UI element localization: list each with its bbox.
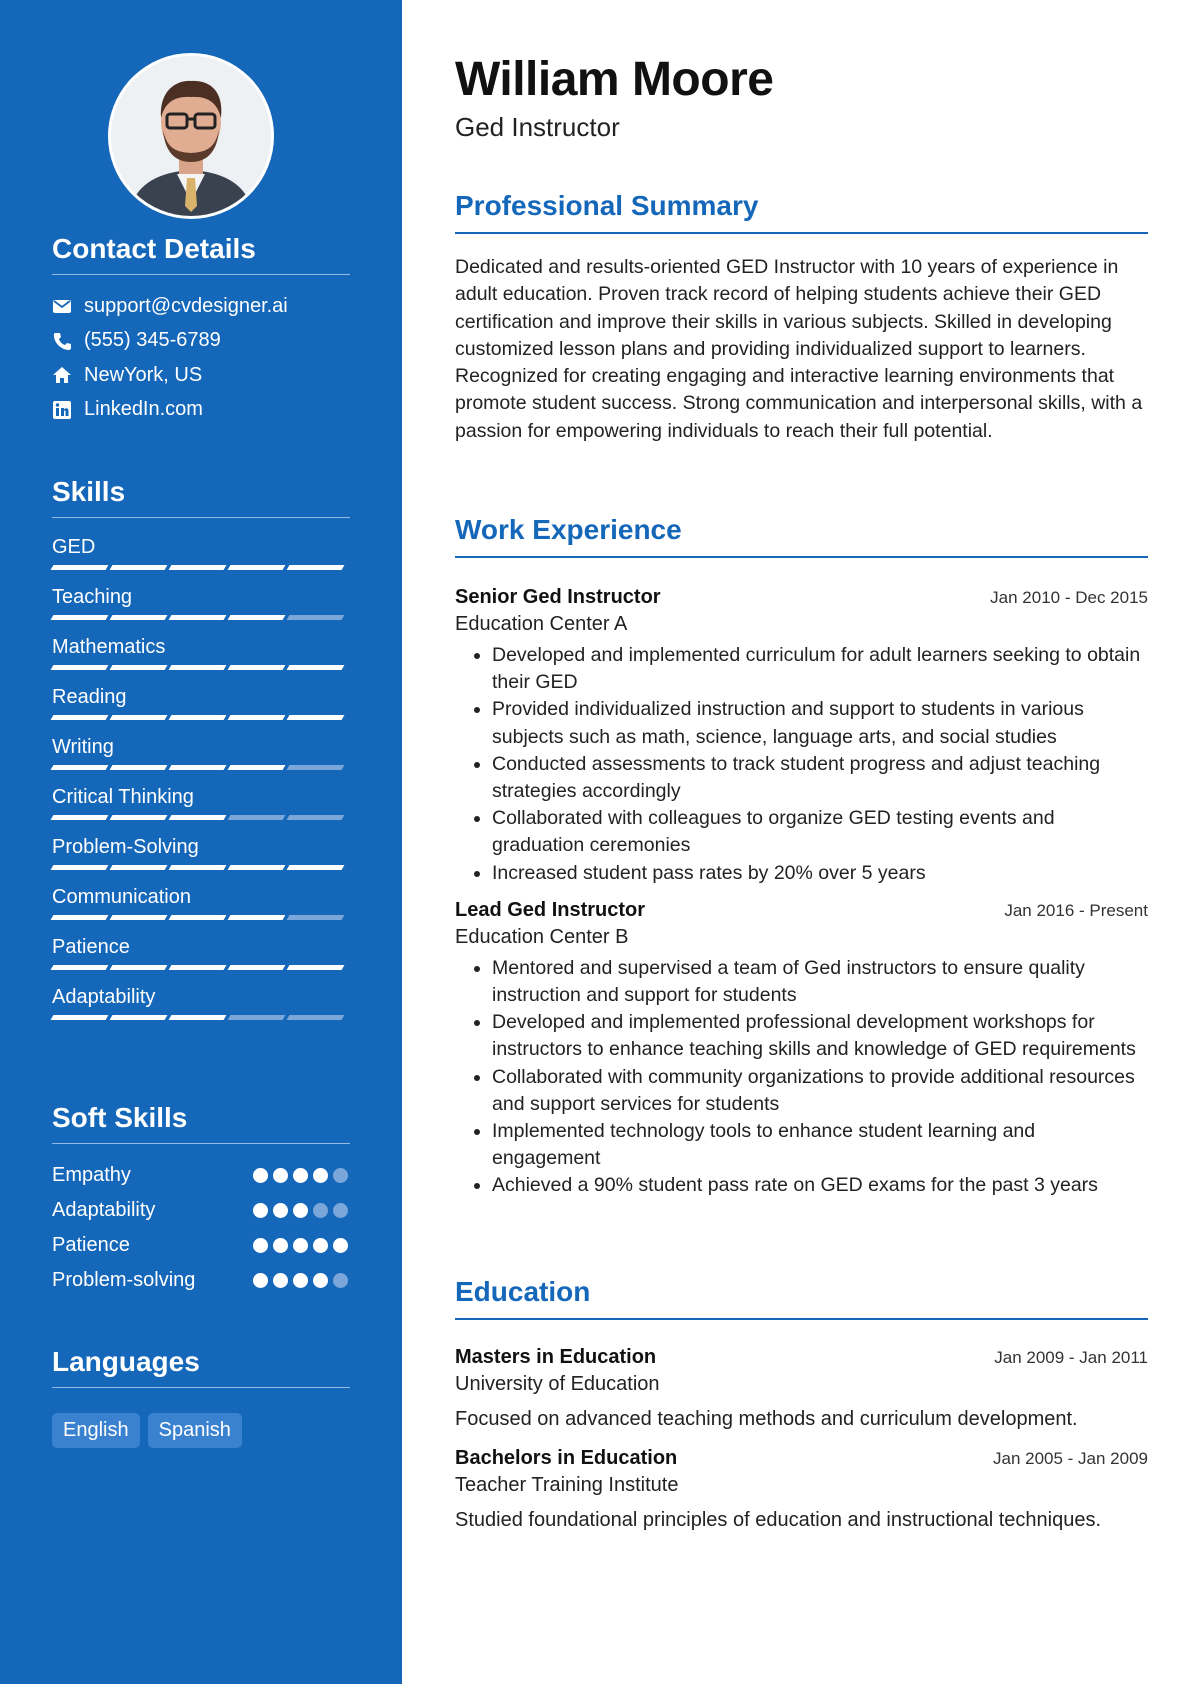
rating-dot-filled (313, 1273, 328, 1288)
education-date: Jan 2005 - Jan 2009 (992, 1449, 1148, 1468)
languages-list (52, 1413, 350, 1448)
skill-level-segment-filled (169, 765, 227, 770)
skill-level-bar (52, 965, 343, 970)
skills-section (52, 476, 350, 1032)
rating-dot-filled (333, 1238, 348, 1253)
candidate-role: Ged Instructor (455, 112, 620, 142)
job-bullet: • Collaborated with community organizations to provide additional resources and support services for students (492, 1064, 1148, 1118)
contact-list (52, 289, 350, 427)
rating-dot-filled (253, 1168, 268, 1183)
skills-title: Skills (52, 476, 350, 518)
skill-level-bar (52, 615, 343, 620)
rating-dot-filled (293, 1203, 308, 1218)
skill-level-segment-empty (287, 1015, 345, 1020)
contact-title: Contact Details (52, 233, 350, 275)
skill-level-segment-filled (287, 565, 345, 570)
rating-dot-empty (333, 1273, 348, 1288)
job-date: Jan 2010 - Dec 2015 (990, 588, 1148, 607)
skill-level-segment-filled (51, 615, 109, 620)
job-entry (455, 586, 1148, 887)
skill-level-segment-filled (169, 565, 227, 570)
contact-email-text: support@cvdesigner.ai (84, 294, 288, 317)
skill-level-segment-filled (110, 715, 168, 720)
rating-dot-filled (253, 1203, 268, 1218)
experience-title: Work Experience (455, 514, 1148, 558)
job-bullets (455, 642, 1148, 887)
rating-dot-filled (313, 1238, 328, 1253)
skill-level-segment-filled (51, 815, 109, 820)
job-bullet: • Developed and implemented curriculum for adult learners seeking to obtain their GED (492, 642, 1148, 696)
skill-level-segment-filled (228, 965, 286, 970)
skill-item (52, 932, 350, 982)
skill-level-segment-empty (287, 615, 345, 620)
skill-item (52, 882, 350, 932)
soft-skill-rating (253, 1203, 348, 1218)
skill-level-segment-filled (110, 765, 168, 770)
skill-level-segment-filled (51, 715, 109, 720)
skill-level-segment-filled (110, 815, 168, 820)
language-tag: English (52, 1413, 140, 1448)
job-bullet: • Mentored and supervised a team of Ged instructors to ensure quality instruction and support for students (492, 955, 1148, 1009)
languages-section (52, 1346, 350, 1448)
skill-level-segment-filled (169, 815, 227, 820)
contact-section (52, 233, 350, 427)
rating-dot-filled (253, 1273, 268, 1288)
degree-title: Masters in Education (455, 1346, 657, 1368)
skill-level-segment-filled (228, 865, 286, 870)
skill-item (52, 782, 350, 832)
rating-dot-filled (253, 1238, 268, 1253)
rating-dot-empty (333, 1168, 348, 1183)
job-bullets (455, 955, 1148, 1200)
skill-level-segment-filled (228, 565, 286, 570)
job-bullet: • Collaborated with colleagues to organize GED testing events and graduation ceremonies (492, 805, 1148, 859)
skill-level-segment-empty (287, 915, 345, 920)
job-organization: Education Center A (455, 613, 628, 635)
rating-dot-filled (293, 1273, 308, 1288)
skill-level-segment-empty (228, 815, 286, 820)
skill-level-segment-filled (51, 865, 109, 870)
experience-section (455, 514, 1148, 1200)
phone-icon (52, 331, 72, 351)
contact-location (52, 358, 350, 393)
rating-dot-empty (333, 1203, 348, 1218)
skill-name: Mathematics (52, 636, 166, 658)
job-bullet: • Increased student pass rates by 20% over 5 years (492, 860, 1148, 887)
skill-level-segment-filled (228, 615, 286, 620)
skill-level-segment-filled (287, 665, 345, 670)
skill-name: Teaching (52, 586, 133, 608)
summary-text: Dedicated and results-oriented GED Instructor with 10 years of experience in adult education. Proven track record of helping students achieve their GED certification and improve their skills in various subjects. Skilled in developing customized lesson plans and providing individualized support to learners. Recognized for creating engaging and interactive learning environments that promote student success. Strong communication and interpersonal skills, with a passion for empowering individuals to reach their full potential. (455, 256, 1143, 442)
job-entry (455, 899, 1148, 1200)
skill-level-bar (52, 865, 343, 870)
soft-skills-list (52, 1158, 350, 1298)
skill-level-segment-empty (228, 1015, 286, 1020)
contact-linkedin[interactable] (52, 393, 350, 428)
summary-section (455, 190, 1148, 445)
skill-level-segment-empty (287, 765, 345, 770)
education-entry (455, 1346, 1148, 1431)
skill-name: Writing (52, 736, 114, 758)
skill-level-segment-filled (228, 765, 286, 770)
skills-list (52, 532, 350, 1032)
rating-dot-filled (293, 1168, 308, 1183)
skill-level-segment-filled (110, 965, 168, 970)
skill-level-segment-filled (287, 865, 345, 870)
skill-level-segment-filled (51, 765, 109, 770)
rating-dot-filled (273, 1168, 288, 1183)
soft-skill-rating (253, 1168, 348, 1183)
education-date: Jan 2009 - Jan 2011 (994, 1348, 1148, 1367)
person-photo-icon (111, 56, 271, 216)
skill-level-segment-filled (51, 1015, 109, 1020)
skill-name: Problem-Solving (52, 836, 199, 858)
rating-dot-empty (313, 1203, 328, 1218)
sidebar (0, 0, 402, 1684)
soft-skill-item (52, 1228, 350, 1263)
skill-level-segment-filled (110, 865, 168, 870)
skill-item (52, 982, 350, 1032)
language-tag: Spanish (148, 1413, 242, 1448)
education-description: Studied foundational principles of education and instructional techniques. (455, 1509, 1101, 1531)
skill-level-segment-filled (110, 615, 168, 620)
job-bullet: • Provided individualized instruction and support to students in various subjects such as math, science, language arts, and social studies (492, 696, 1148, 750)
soft-skill-name: Problem-solving (52, 1269, 196, 1291)
skill-level-bar (52, 665, 343, 670)
skill-name: Adaptability (52, 986, 156, 1008)
skill-level-segment-filled (228, 715, 286, 720)
school-name: University of Education (455, 1373, 660, 1395)
skill-level-segment-filled (169, 615, 227, 620)
skill-level-segment-filled (287, 965, 345, 970)
soft-skill-name: Empathy (52, 1164, 131, 1186)
skill-level-segment-filled (287, 715, 345, 720)
soft-skill-name: Adaptability (52, 1199, 156, 1221)
skill-level-segment-filled (228, 665, 286, 670)
rating-dot-filled (273, 1238, 288, 1253)
skill-level-segment-filled (110, 915, 168, 920)
linkedin-icon (52, 400, 72, 420)
job-bullet: • Developed and implemented professional development workshops for instructors to enhance teaching skills and knowledge of GED requirements (492, 1009, 1148, 1063)
skill-level-segment-filled (110, 1015, 168, 1020)
summary-title: Professional Summary (455, 190, 1148, 234)
home-icon (52, 365, 72, 385)
school-name: Teacher Training Institute (455, 1474, 679, 1496)
languages-title: Languages (52, 1346, 350, 1388)
education-description: Focused on advanced teaching methods and curriculum development. (455, 1408, 1078, 1430)
envelope-icon (52, 296, 72, 316)
rating-dot-filled (273, 1273, 288, 1288)
rating-dot-filled (293, 1238, 308, 1253)
skill-level-bar (52, 815, 343, 820)
education-title: Education (455, 1276, 1148, 1320)
job-title: Senior Ged Instructor (455, 586, 661, 608)
education-entry (455, 1447, 1148, 1532)
skill-name: Communication (52, 886, 191, 908)
skill-level-bar (52, 565, 343, 570)
rating-dot-filled (313, 1168, 328, 1183)
skill-level-segment-filled (51, 915, 109, 920)
skill-level-segment-filled (169, 915, 227, 920)
contact-email[interactable] (52, 289, 350, 324)
soft-skill-item (52, 1263, 350, 1298)
skill-name: Reading (52, 686, 127, 708)
skill-level-bar (52, 1015, 343, 1020)
skill-level-segment-filled (169, 715, 227, 720)
skill-item (52, 582, 350, 632)
soft-skill-item (52, 1193, 350, 1228)
skill-level-bar (52, 715, 343, 720)
soft-skill-rating (253, 1273, 348, 1288)
skill-level-segment-filled (169, 665, 227, 670)
skill-level-segment-filled (110, 565, 168, 570)
soft-skills-title: Soft Skills (52, 1102, 350, 1144)
profile-photo (108, 53, 274, 219)
skill-level-segment-filled (51, 665, 109, 670)
skill-level-segment-filled (51, 565, 109, 570)
skill-level-segment-filled (51, 965, 109, 970)
candidate-name: William Moore (455, 53, 774, 106)
skill-level-bar (52, 765, 343, 770)
skill-name: Patience (52, 936, 130, 958)
contact-linkedin-text: LinkedIn.com (84, 398, 203, 421)
education-section (455, 1276, 1148, 1532)
soft-skill-item (52, 1158, 350, 1193)
skill-item (52, 532, 350, 582)
skill-name: Critical Thinking (52, 786, 194, 808)
skill-level-segment-filled (169, 965, 227, 970)
skill-level-segment-filled (169, 865, 227, 870)
skill-item (52, 732, 350, 782)
skill-level-segment-filled (228, 915, 286, 920)
rating-dot-filled (273, 1203, 288, 1218)
contact-phone-text: (555) 345-6789 (84, 329, 221, 352)
skill-level-segment-filled (110, 665, 168, 670)
skill-level-bar (52, 915, 343, 920)
degree-title: Bachelors in Education (455, 1447, 678, 1469)
skill-item (52, 632, 350, 682)
job-date: Jan 2016 - Present (1004, 900, 1148, 920)
job-organization: Education Center B (455, 925, 629, 948)
skill-level-segment-empty (287, 815, 345, 820)
contact-phone[interactable] (52, 324, 350, 359)
skill-name: GED (52, 536, 96, 558)
soft-skill-rating (253, 1238, 348, 1253)
skill-item (52, 682, 350, 732)
job-bullet: • Implemented technology tools to enhance student learning and engagement (492, 1118, 1148, 1172)
skill-item (52, 832, 350, 882)
contact-location-text: NewYork, US (84, 363, 203, 386)
job-bullet: • Achieved a 90% student pass rate on GED exams for the past 3 years (492, 1172, 1148, 1199)
job-title: Lead Ged Instructor (455, 898, 646, 921)
soft-skills-section (52, 1102, 350, 1298)
job-bullet: • Conducted assessments to track student progress and adjust teaching strategies accordingly (492, 751, 1148, 805)
skill-level-segment-filled (169, 1015, 227, 1020)
soft-skill-name: Patience (52, 1234, 130, 1256)
